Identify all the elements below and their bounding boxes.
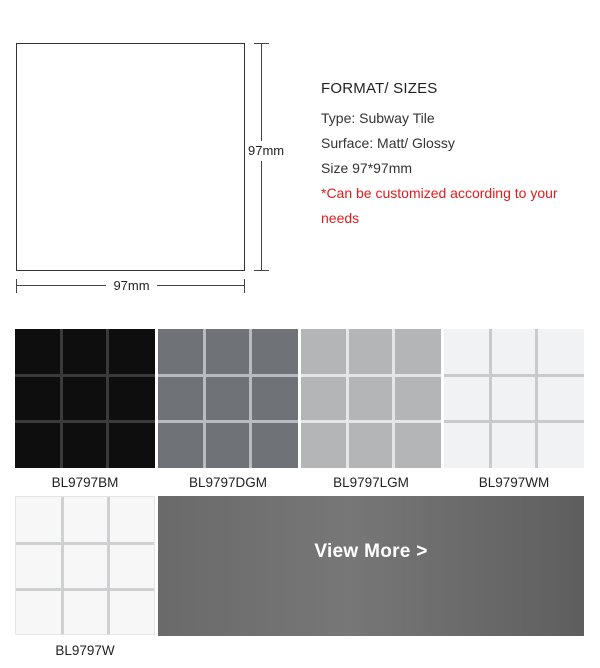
- swatch-label-bl9797lgm[interactable]: BL9797LGM: [333, 475, 409, 490]
- format-specs: [321, 78, 591, 231]
- grout-line-vertical: [392, 329, 395, 468]
- grout-line-horizontal: [301, 374, 441, 377]
- height-dimension-cap-bottom: [254, 270, 269, 271]
- height-dimension-cap-top: [254, 43, 269, 44]
- grout-line-horizontal: [301, 420, 441, 423]
- grout-line-vertical: [535, 329, 538, 468]
- grout-line-horizontal: [158, 420, 298, 423]
- grout-line-vertical: [489, 329, 492, 468]
- grout-line-vertical: [107, 497, 110, 634]
- specs-heading: FORMAT/ SIZES: [321, 80, 438, 97]
- grout-line-horizontal: [158, 374, 298, 377]
- spec-type: Type: Subway Tile: [321, 110, 435, 126]
- width-dimension-line-right: [157, 285, 245, 286]
- grout-line-horizontal: [16, 588, 154, 591]
- grout-line-horizontal: [15, 420, 155, 423]
- swatch-label-bl9797wm[interactable]: BL9797WM: [478, 475, 550, 490]
- grout-line-horizontal: [444, 420, 584, 423]
- view-more-button[interactable]: [158, 496, 584, 636]
- spec-size: Size 97*97mm: [321, 160, 413, 176]
- grout-line-vertical: [346, 329, 349, 468]
- grout-line-horizontal: [15, 374, 155, 377]
- grout-line-horizontal: [16, 542, 154, 545]
- swatch-bl9797w[interactable]: [15, 496, 155, 635]
- width-dimension-line-left: [16, 285, 106, 286]
- spec-surface: Surface: Matt/ Glossy: [321, 135, 455, 151]
- swatch-label-bl9797dgm[interactable]: BL9797DGM: [188, 475, 268, 490]
- grout-line-horizontal: [444, 374, 584, 377]
- grout-line-vertical: [60, 329, 63, 468]
- grout-line-vertical: [249, 329, 252, 468]
- swatch-label-bl9797bm[interactable]: BL9797BM: [51, 475, 119, 490]
- swatch-bl9797wm[interactable]: [444, 329, 584, 468]
- grout-line-vertical: [61, 497, 64, 634]
- customization-note: *Can be customized according to your needs: [321, 185, 558, 226]
- height-dimension-label: 97mm: [248, 141, 292, 161]
- swatch-bl9797lgm[interactable]: [301, 329, 441, 468]
- width-dimension-cap-left: [16, 279, 17, 293]
- tile-size-diagram: [16, 43, 245, 271]
- swatch-bl9797bm[interactable]: [15, 329, 155, 468]
- width-dimension-cap-right: [244, 279, 245, 293]
- swatch-bl9797dgm[interactable]: [158, 329, 298, 468]
- grout-line-vertical: [106, 329, 109, 468]
- width-dimension-label: 97mm: [113, 278, 150, 293]
- grout-line-vertical: [203, 329, 206, 468]
- view-more-label: View More >: [314, 541, 428, 562]
- swatch-label-bl9797w[interactable]: BL9797W: [55, 643, 115, 658]
